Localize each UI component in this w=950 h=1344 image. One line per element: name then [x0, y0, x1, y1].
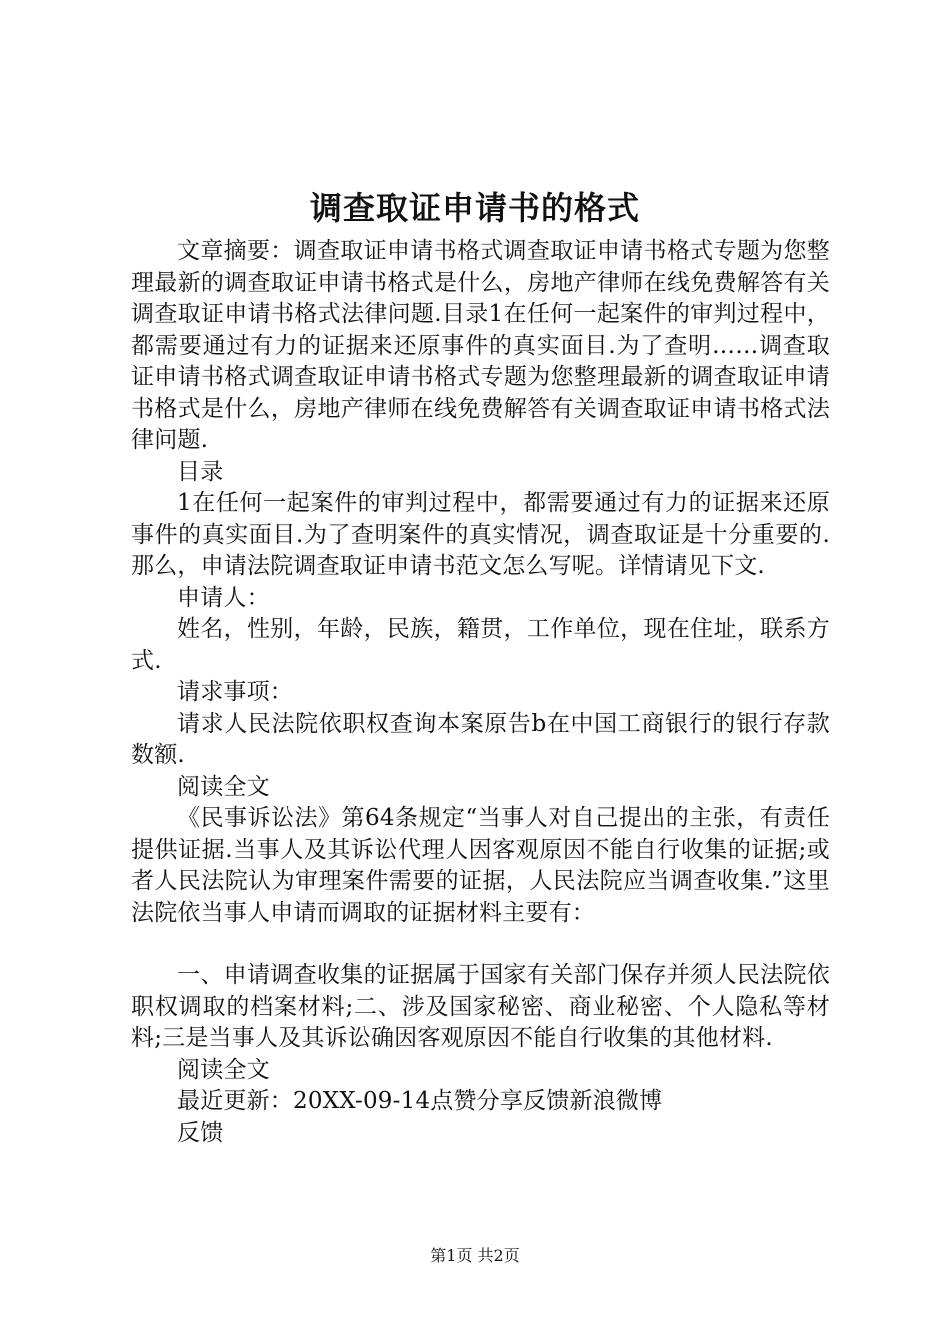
document-title: 调查取证申请书的格式	[309, 189, 640, 227]
page-number: 第1页 共2页	[430, 1246, 520, 1265]
applicant-heading: 申请人：	[177, 584, 270, 611]
read-more-link[interactable]: 阅读全文	[177, 1056, 270, 1083]
document-body	[131, 236, 830, 1149]
applicant-fields: 姓名，性别，年龄，民族，籍贯，工作单位，现在住址，联系方式.	[131, 616, 830, 674]
request-paragraph: 请求人民法院依职权查询本案原告b在中国工商银行的银行存款数额.	[131, 710, 830, 768]
feedback-link[interactable]: 反馈	[177, 1119, 224, 1146]
materials-paragraph: 一、申请调查收集的证据属于国家有关部门保存并须人民法院依职权调取的档案材料;二、涉及国家秘密、商业秘密、个人隐私等材料;三是当事人及其诉讼确因客观原因不能自行收集的其他材料.	[131, 962, 830, 1051]
abstract-paragraph: 文章摘要：调查取证申请书格式调查取证申请书格式专题为您整理最新的调查取证申请书格式是什么，房地产律师在线免费解答有关调查取证申请书格式法律问题.目录1在任何一起案件的审判过程中，都需要通过有力的证据来还原事件的真实面目.为了查明……调查取证申请书格式调查取证申请书格式专题为您整理最新的调查取证申请书格式是什么，房地产律师在线免费解答有关调查取证申请书格式法律问题.	[131, 238, 830, 453]
law-paragraph: 《民事诉讼法》第64条规定“当事人对自己提出的主张，有责任提供证据.当事人及其诉讼代理人因客观原因不能自行收集的证据;或者人民法院认为审理案件需要的证据，人民法院应当调查收集.”这里法院依当事人申请而调取的证据材料主要有：	[131, 805, 830, 926]
intro-paragraph: 1在任何一起案件的审判过程中，都需要通过有力的证据来还原事件的真实面目.为了查明案件的真实情况，调查取证是十分重要的.那么，申请法院调查取证申请书范文怎么写呢。详情请见下文.	[131, 490, 830, 579]
request-heading: 请求事项：	[177, 679, 293, 705]
read-more-link[interactable]: 阅读全文	[177, 773, 270, 800]
toc-heading: 目录	[177, 458, 224, 485]
update-line: 最近更新：20XX-09-14点赞分享反馈新浪微博	[177, 1088, 663, 1114]
